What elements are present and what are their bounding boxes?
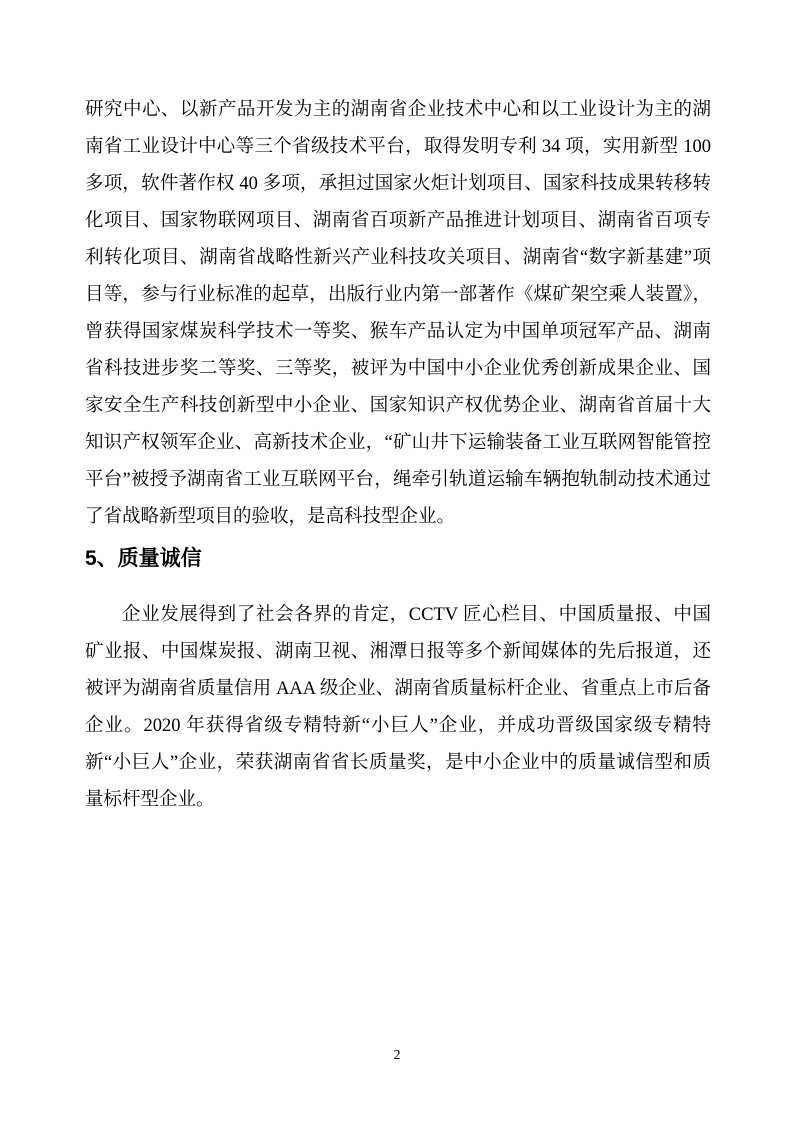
section-heading: 5、质量诚信 xyxy=(85,547,202,570)
body-paragraph-1: 研究中心、以新产品开发为主的湖南省企业技术中心和以工业设计为主的湖南省工业设计中心等三个省级技术平台，取得发明专利 34 项，实用新型 100 多项，软件著作权 40 多项，承担过国家火炬计划项目、国家科技成果转移转化项目、国家物联网项目、湖南省百项新产品推进计划项目、湖南省百项专利转化项目、湖南省战略性新兴产业科技攻关项目、湖南省“数字新基建”项目等，参与行业标准的起草，出版行业内第一部著作《煤矿架空乘人装置》，曾获得国家煤炭科学技术一等奖、猴车产品认定为中国单项冠军产品、湖南省科技进步奖二等奖、三等奖，被评为中国中小企业优秀创新成果企业、国家安全生产科技创新型中小企业、国家知识产权优势企业、湖南省首届十大知识产权领军企业、高新技术企业，“矿山井下运输装备工业互联网智能管控平台”被授予湖南省工业互联网平台，绳牵引轨道运输车辆抱轨制动技术通过了省战略新型项目的验收，是高科技型企业。 xyxy=(85,100,711,527)
page-number: 2 xyxy=(393,1048,401,1063)
body-paragraph-2: 企业发展得到了社会各界的肯定，CCTV 匠心栏目、中国质量报、中国矿业报、中国煤炭报、湖南卫视、湘潭日报等多个新闻媒体的先后报道，还被评为湖南省质量信用 AAA 级企业、湖南省质量标杆企业、省重点上市后备企业。2020 年获得省级专精特新“小巨人”企业，并成功晋级国家级专精特新“小巨人”企业，荣获湖南省省长质量奖，是中小企业中的质量诚信型和质量标杆型企业。 xyxy=(85,605,711,810)
document-body xyxy=(85,92,711,819)
